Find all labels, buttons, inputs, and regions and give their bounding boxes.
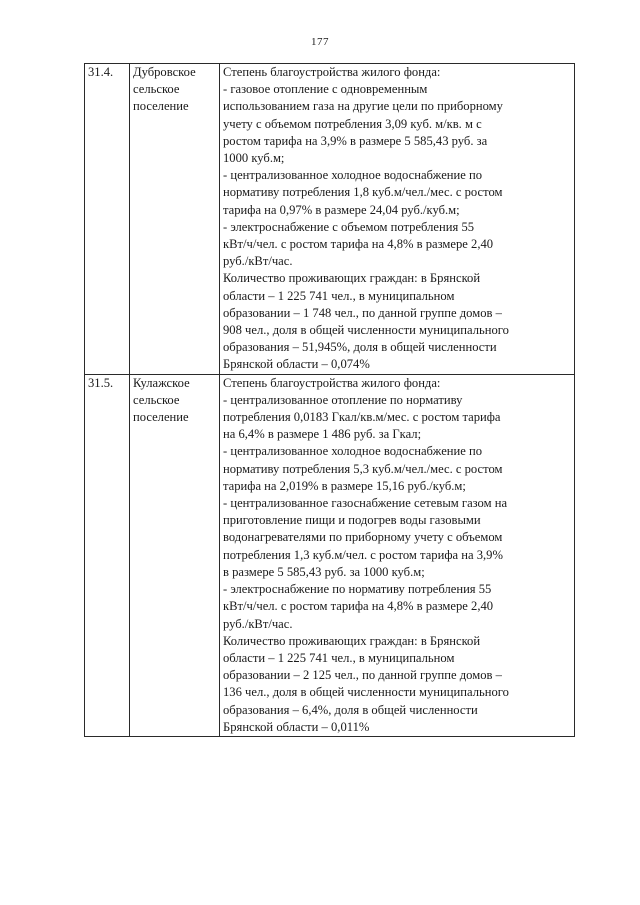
description-line: потребления 0,0183 Гкал/кв.м/мес. с ростом тарифа — [223, 410, 501, 425]
settlement-name-line: Дубровское — [133, 65, 196, 79]
settlement-name — [130, 374, 220, 736]
description-line: использованием газа на другие цели по приборному — [223, 99, 503, 114]
description-line: 1000 куб.м; — [223, 151, 285, 166]
row-number: 31.4. — [85, 64, 130, 375]
description-line: 136 чел., доля в общей численности муниципального — [223, 685, 509, 700]
description-line: кВт/ч/чел. с ростом тарифа на 4,8% в размере 2,40 — [223, 237, 494, 252]
description-line: учету с объемом потребления 3,09 куб. м/кв. м с — [223, 116, 482, 131]
description-line: нормативу потребления 5,3 куб.м/чел./мес. с ростом — [223, 461, 503, 476]
settlement-name-line: сельское — [133, 82, 180, 97]
description-line: приготовление пищи и подогрев воды газовыми — [223, 513, 481, 528]
description-line: - электроснабжение с объемом потребления 55 — [223, 219, 475, 234]
settlement-name-line: Кулажское — [133, 375, 190, 390]
description-line: - газовое отопление с одновременным — [223, 82, 428, 97]
description-line: водонагревателями по приборному учету с объемом — [223, 530, 503, 545]
description-line: области – 1 225 741 чел., в муниципальном — [223, 650, 455, 665]
settlement-name-line: поселение — [133, 410, 189, 425]
settlement-description — [220, 64, 575, 375]
description-line: Степень благоустройства жилого фонда: — [223, 375, 441, 390]
description-line: кВт/ч/чел. с ростом тарифа на 4,8% в размере 2,40 — [223, 599, 494, 614]
settlement-name-line: сельское — [133, 392, 180, 407]
table-row — [85, 64, 575, 375]
settlement-name-line: поселение — [133, 99, 189, 114]
description-line: нормативу потребления 1,8 куб.м/чел./мес. с ростом — [223, 185, 503, 200]
description-line: Количество проживающих граждан: в Брянской — [223, 271, 481, 286]
settlement-name — [130, 64, 220, 375]
description-line: - централизованное газоснабжение сетевым газом на — [223, 496, 508, 511]
description-line: ростом тарифа на 3,9% в размере 5 585,43 руб. за — [223, 133, 488, 148]
description-line: образования – 6,4%, доля в общей численности — [223, 702, 478, 717]
description-line: Брянской области – 0,011% — [223, 719, 370, 734]
description-line: на 6,4% в размере 1 486 руб. за Гкал; — [223, 427, 422, 442]
description-line: руб./кВт/час. — [223, 254, 293, 269]
page-number: 177 — [311, 36, 329, 48]
description-line: Количество проживающих граждан: в Брянской — [223, 633, 481, 648]
description-line: образовании – 2 125 чел., по данной группе домов – — [223, 668, 502, 683]
settlements-table — [84, 63, 575, 737]
description-line: - централизованное холодное водоснабжение по — [223, 444, 483, 459]
description-line: - электроснабжение по нормативу потребления 55 — [223, 582, 492, 597]
description-line: тарифа на 2,019% в размере 15,16 руб./куб.м; — [223, 478, 466, 493]
description-line: в размере 5 585,43 руб. за 1000 куб.м; — [223, 564, 425, 579]
settlement-description — [220, 374, 575, 736]
description-line: Степень благоустройства жилого фонда: — [223, 65, 441, 79]
description-line: образовании – 1 748 чел., по данной группе домов – — [223, 305, 502, 320]
description-line: образования – 51,945%, доля в общей численности — [223, 340, 497, 355]
description-line: потребления 1,3 куб.м/чел. с ростом тарифа на 3,9% — [223, 547, 503, 562]
description-line: - централизованное холодное водоснабжение по — [223, 168, 483, 183]
description-line: руб./кВт/час. — [223, 616, 293, 631]
row-number: 31.5. — [85, 374, 130, 736]
table-row — [85, 374, 575, 736]
description-line: тарифа на 0,97% в размере 24,04 руб./куб.м; — [223, 202, 460, 217]
description-line: Брянской области – 0,074% — [223, 357, 370, 372]
description-line: - централизованное отопление по нормативу — [223, 392, 463, 407]
description-line: области – 1 225 741 чел., в муниципальном — [223, 288, 455, 303]
description-line: 908 чел., доля в общей численности муниципального — [223, 323, 509, 338]
